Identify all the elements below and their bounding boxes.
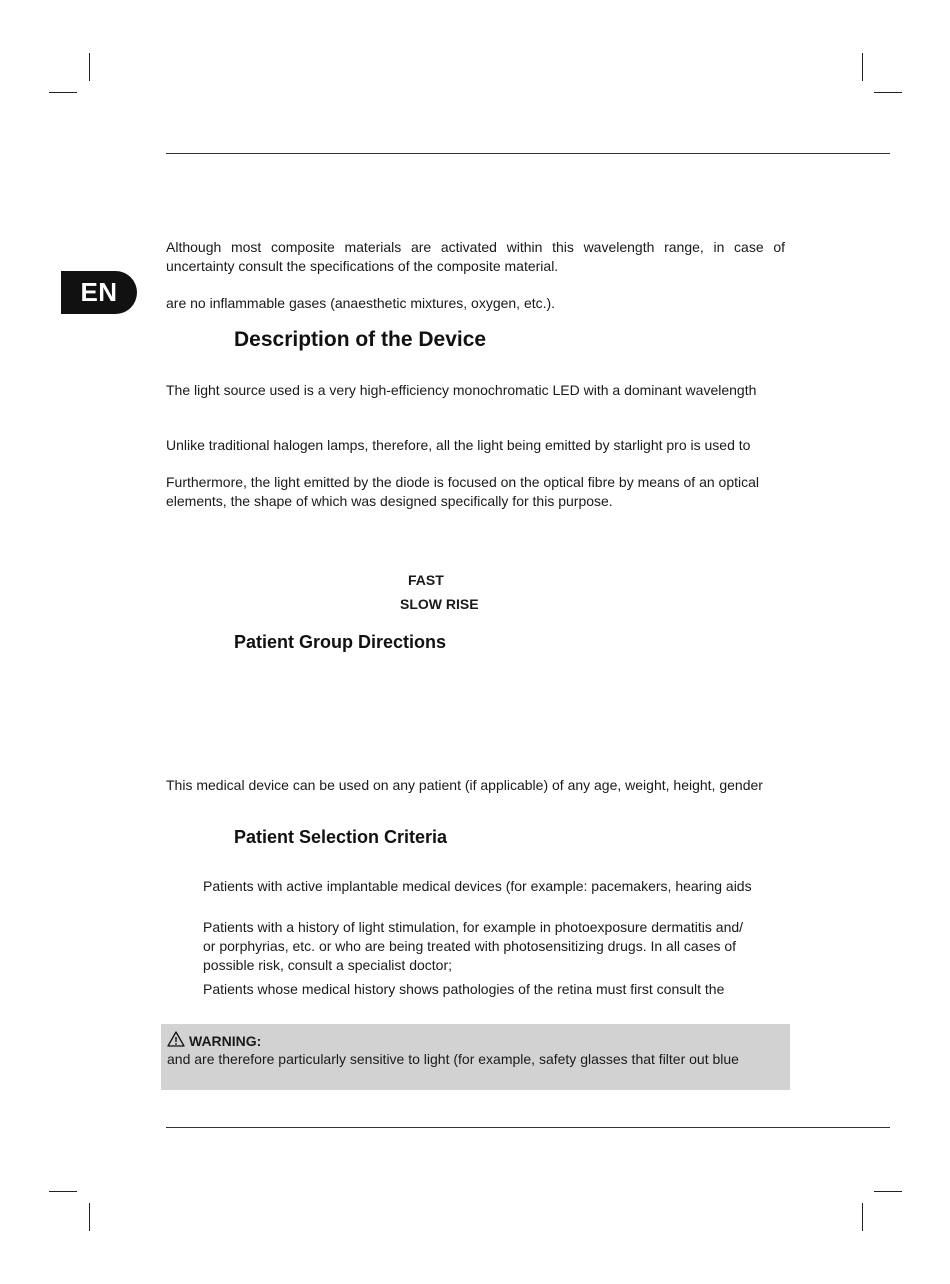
paragraph-line: uncertainty consult the specifications of the composite material. [166, 258, 559, 274]
crop-mark [862, 1203, 863, 1231]
warning-triangle-icon [167, 1031, 185, 1052]
language-tab: EN [61, 271, 137, 314]
section-heading-patient-selection: Patient Selection Criteria [234, 827, 448, 847]
crop-mark [862, 53, 863, 81]
warning-text: and are therefore particularly sensitive to light (for example, safety glasses that filter out blue [167, 1051, 739, 1067]
paragraph-line: elements, the shape of which was designed specifically for this purpose. [166, 493, 613, 509]
paragraph: The light source used is a very high-efficiency monochromatic LED with a dominant wavelength [166, 382, 757, 398]
paragraph: Unlike traditional halogen lamps, therefore, all the light being emitted by starlight pro is used to [166, 437, 751, 453]
paragraph-line: Although most composite materials are activated within this wavelength range, in case of [166, 239, 785, 255]
mode-fast: FAST [408, 572, 444, 588]
footer-rule [166, 1127, 890, 1128]
crop-mark [49, 92, 77, 93]
paragraph: This medical device can be used on any patient (if applicable) of any age, weight, height, gender [166, 777, 763, 793]
section-heading-patient-group: Patient Group Directions [234, 632, 447, 652]
mode-slow-rise: SLOW RISE [400, 596, 479, 612]
crop-mark [874, 92, 902, 93]
criteria-item: Patients whose medical history shows pathologies of the retina must first consult the [203, 981, 725, 997]
crop-mark [874, 1191, 902, 1192]
crop-mark [49, 1191, 77, 1192]
paragraph-line: Furthermore, the light emitted by the diode is focused on the optical fibre by means of an optical [166, 474, 759, 490]
section-heading-description: Description of the Device [234, 328, 487, 351]
criteria-item: Patients with active implantable medical devices (for example: pacemakers, hearing aids [203, 878, 752, 894]
criteria-item-line: or porphyrias, etc. or who are being treated with photosensitizing drugs. In all cases of [203, 938, 737, 954]
criteria-item-line: Patients with a history of light stimulation, for example in photoexposure dermatitis and/ [203, 919, 744, 935]
criteria-item-line: possible risk, consult a specialist doctor; [203, 957, 452, 973]
crop-mark [89, 1203, 90, 1231]
header-rule [166, 153, 890, 154]
warning-box [161, 1024, 790, 1090]
warning-title [167, 1031, 261, 1052]
crop-mark [89, 53, 90, 81]
paragraph: are no inflammable gases (anaesthetic mixtures, oxygen, etc.). [166, 295, 556, 311]
warning-title-text: WARNING: [189, 1033, 262, 1049]
